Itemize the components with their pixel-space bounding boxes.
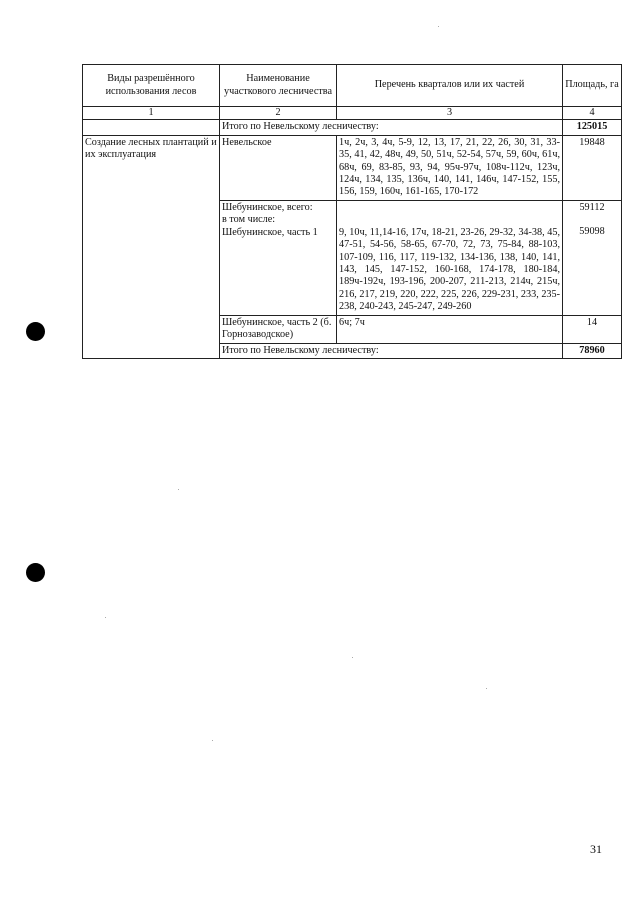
table-row	[83, 135, 622, 200]
quarters-list: 1ч, 2ч, 3, 4ч, 5-9, 12, 13, 17, 21, 22, 26, 30, 31, 33-35, 41, 42, 48ч, 49, 50, 51ч, 52-54, 57ч, 59, 60ч, 61ч, 68ч, 69, 83-85, 93, 94, 95ч-97ч, 108ч-112ч, 123ч, 124ч, 134, 135, 136ч, 140, 141, 146ч, 147-152, 155, 156, 159, 160ч, 161-165, 170-172	[337, 135, 563, 200]
col-number: 4	[563, 107, 622, 120]
total-value: 125015	[563, 120, 622, 135]
area-value: 14	[563, 315, 622, 343]
scan-speck	[212, 740, 213, 741]
header-forestry-name: Наименование участкового лесничества	[220, 65, 337, 107]
scan-speck	[178, 489, 179, 490]
area-total-value: 59112	[579, 201, 605, 213]
forestry-name: Невельское	[220, 135, 337, 200]
total-value: 78960	[563, 343, 622, 358]
quarters-list: 6ч; 7ч	[337, 315, 563, 343]
header-quarters: Перечень кварталов или их частей	[337, 65, 563, 107]
punch-hole-icon	[26, 563, 45, 582]
quarters-list	[337, 200, 563, 315]
use-type-cell: Создание лесных плантаций и их эксплуатация	[83, 135, 220, 358]
area-value: 59098	[579, 226, 605, 238]
total-row-top	[83, 120, 622, 135]
forestry-name	[220, 200, 337, 315]
forest-use-table	[82, 64, 622, 359]
area-value: 19848	[563, 135, 622, 200]
page-number: 31	[590, 842, 602, 856]
punch-hole-icon	[26, 322, 45, 341]
forestry-name-line: Шебунинское, всего:	[222, 201, 313, 213]
area-cell	[563, 200, 622, 315]
total-label: Итого по Невельскому лесничеству:	[220, 343, 563, 358]
scan-speck	[105, 617, 106, 618]
forestry-name-line: в том числе:	[222, 214, 276, 226]
forestry-name-line: Шебунинское, часть 1	[222, 226, 318, 238]
header-area: Площадь, га	[563, 65, 622, 107]
quarters-text: 9, 10ч, 11,14-16, 17ч, 18-21, 23-26, 29-32, 34-38, 45, 47-51, 54-56, 58-65, 67-70, 72, 73, 75-84, 88-103, 107-109, 116, 117, 119-132, 134-136, 138, 140, 141, 143, 145, 147-152, 160-168, 174-178, 180-184, 189ч-192ч, 193-196, 200-207, 211-213, 214ч, 215ч, 216, 217, 219, 220, 222, 225, 226, 229-231, 233, 235-238, 240-243, 245-247, 249-260	[339, 226, 560, 313]
total-label: Итого по Невельскому лесничеству:	[220, 120, 563, 135]
scan-speck	[352, 657, 353, 658]
col-number: 3	[337, 107, 563, 120]
col-number: 2	[220, 107, 337, 120]
header-use-type: Виды разрешённого использования лесов	[83, 65, 220, 107]
scan-speck	[486, 688, 487, 689]
scan-speck	[438, 26, 439, 27]
forestry-name: Шебунинское, часть 2 (б. Горнозаводское)	[220, 315, 337, 343]
col-number: 1	[83, 107, 220, 120]
